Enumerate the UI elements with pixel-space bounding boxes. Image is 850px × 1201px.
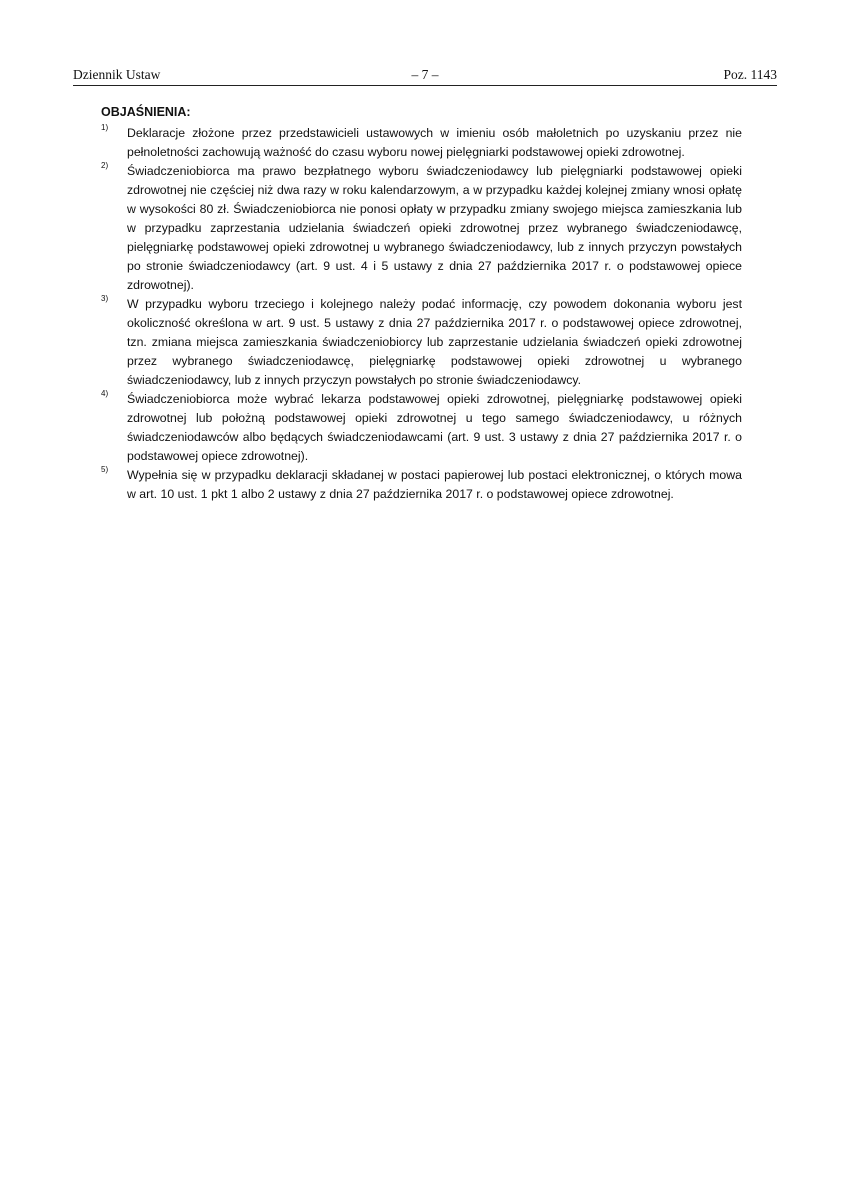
footnote-text: Świadczeniobiorca może wybrać lekarza podstawowej opieki zdrowotnej, pielęgniarkę podstawowej opieki zdrowotnej lub położną podstawowej opieki zdrowotnej u tego samego świadczeniodawcy, u różnych świadczeniodawców albo będących świadczeniodawcami (art. 9 ust. 3 ustawy z dnia 27 października 2017 r. o podstawowej opiece zdrowotnej). — [127, 392, 742, 463]
page-number: – 7 – — [411, 67, 439, 82]
position-number: Poz. 1143 — [723, 67, 777, 82]
page-header — [73, 66, 777, 86]
footnote-text: Wypełnia się w przypadku deklaracji składanej w postaci papierowej lub postaci elektronicznej, o których mowa w art. 10 ust. 1 pkt 1 albo 2 ustawy z dnia 27 października 2017 r. o podstawowej opiece zdrowotnej. — [127, 468, 742, 501]
footnote-marker: 4) — [101, 389, 109, 398]
footnote-text: Świadczeniobiorca ma prawo bezpłatnego wyboru świadczeniodawcy lub pielęgniarki podstawowej opieki zdrowotnej nie częściej niż dwa razy w roku kalendarzowym, a w przypadku każdej kolejnej zmiany wnosi opłatę w wysokości 80 zł. Świadczeniobiorca nie ponosi opłaty w przypadku zmiany swojego miejsca zamieszkania lub w przypadku zaprzestania udzielania świadczeń opieki zdrowotnej przez wybranego świadczeniodawcę, pielęgniarkę podstawowej opieki zdrowotnej u wybranego świadczeniodawcy, lub z innych przyczyn powstałych po stronie świadczeniodawcy (art. 9 ust. 4 i 5 ustawy z dnia 27 października 2017 r. o podstawowej opiece zdrowotnej). — [127, 164, 742, 292]
header-divider — [73, 85, 777, 86]
footnote-3 — [101, 295, 742, 390]
footnote-marker: 2) — [101, 161, 109, 170]
footnote-text: Deklaracje złożone przez przedstawicieli ustawowych w imieniu osób małoletnich po uzyskaniu przez nie pełnoletności zachowują ważność do czasu wyboru nowej pielęgniarki podstawowej opieki zdrowotnej. — [127, 126, 742, 159]
footnote-marker: 3) — [101, 294, 109, 303]
footnote-5 — [101, 466, 742, 504]
footnote-marker: 5) — [101, 465, 109, 474]
footnote-marker: 1) — [101, 123, 109, 132]
section-title: OBJAŚNIENIA: — [101, 105, 191, 119]
footnote-4 — [101, 390, 742, 466]
footnote-1 — [101, 124, 742, 162]
explanations-section — [101, 104, 742, 504]
footnote-text: W przypadku wyboru trzeciego i kolejnego należy podać informację, czy powodem dokonania wyboru jest okoliczność określona w art. 9 ust. 5 ustawy z dnia 27 października 2017 r. o podstawowej opiece zdrowotnej, tzn. zmiana miejsca zamieszkania świadczeniobiorcy lub zaprzestanie udzielania świadczeń opieki zdrowotnej przez wybranego świadczeniodawcę, pielęgniarkę podstawowej opieki zdrowotnej u wybranego świadczeniodawcy, lub z innych przyczyn powstałych po stronie świadczeniodawcy. — [127, 297, 742, 387]
footnote-2 — [101, 162, 742, 295]
journal-title: Dziennik Ustaw — [73, 67, 161, 82]
